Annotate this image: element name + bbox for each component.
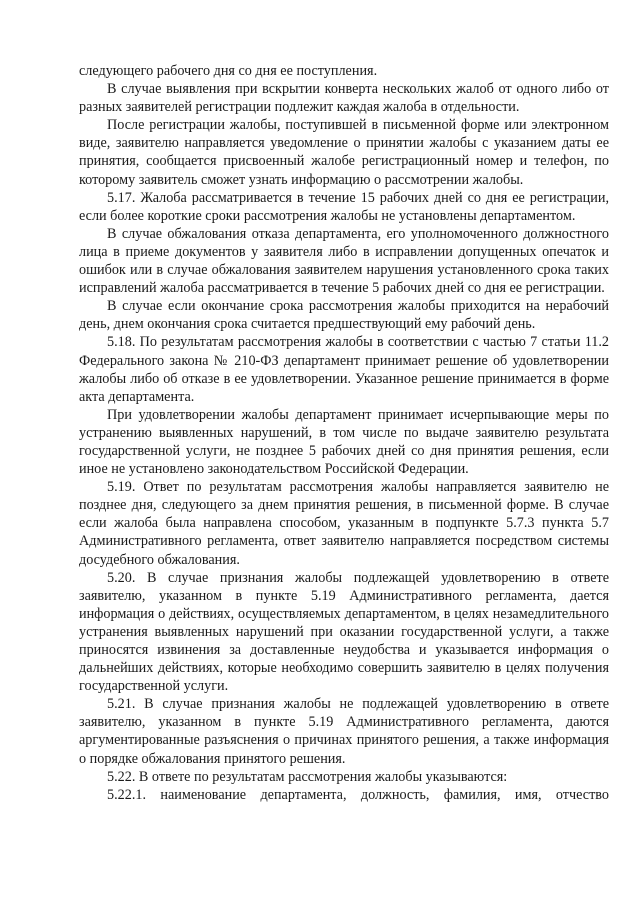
- paragraph: 5.20. В случае признания жалобы подлежащей удовлетворению в ответе заявителю, указанном в пункте 5.19 Административного регламента, дается информация о действиях, осуществляемых департаментом, в целях незамедлительного устранения выявленных нарушений при оказании государственной услуги, а также приносятся извинения за доставленные неудобства и указывается информация о дальнейших действиях, которые необходимо совершить заявителю в целях получения государственной услуги.: [79, 569, 609, 695]
- paragraph: 5.18. По результатам рассмотрения жалобы в соответствии с частью 7 статьи 11.2 Федерального закона № 210-ФЗ департамент принимает решение об удовлетворении жалобы либо об отказе в ее удовлетворении. Указанное решение принимается в форме акта департамента.: [79, 334, 609, 405]
- paragraph: В случае обжалования отказа департамента, его уполномоченного должностного лица в приеме документов у заявителя либо в исправлении допущенных опечаток и ошибок или в случае обжалования заявителем нарушения установленного срока таких исправлений жалоба рассматривается в течение 5 рабочих дней со дня ее регистрации.: [79, 225, 609, 297]
- paragraph: В случае выявления при вскрытии конверта нескольких жалоб от одного либо от разных заявителей регистрации подлежит каждая жалоба в отдельности.: [79, 81, 609, 116]
- paragraph: При удовлетворении жалобы департамент принимает исчерпывающие меры по устранению выявленных нарушений, в том числе по выдаче заявителю результата государственной услуги, не позднее 5 рабочих дней со дня принятия решения, если иное не установлено законодательством Российской Федерации.: [79, 406, 609, 478]
- paragraph: следующего рабочего дня со дня ее поступления.: [79, 63, 378, 79]
- paragraph: 5.22. В ответе по результатам рассмотрения жалобы указываются:: [107, 768, 508, 785]
- paragraph: 5.19. Ответ по результатам рассмотрения жалобы направляется заявителю не позднее дня, следующего за днем принятия решения, в письменной форме. В случае если жалоба была направлена способом, указанным в подпункте 5.7.3 пункта 5.7 Административного регламента, ответ заявителю направляется посредством системы досудебного обжалования.: [79, 479, 609, 568]
- paragraph: После регистрации жалобы, поступившей в письменной форме или электронном виде, заявителю направляется уведомление о принятии жалобы с указанием даты ее принятия, сообщается присвоенный жалобе регистрационный номер и телефон, по которому заявитель сможет узнать информацию о рассмотрении жалобы.: [79, 117, 609, 188]
- paragraph: 5.17. Жалоба рассматривается в течение 15 рабочих дней со дня ее регистрации, если более короткие сроки рассмотрения жалобы не установлены департаментом.: [79, 189, 609, 224]
- paragraph: 5.21. В случае признания жалобы не подлежащей удовлетворению в ответе заявителю, указанном в пункте 5.19 Административного регламента, даются аргументированные разъяснения о причинах принятого решения, а также информация о порядке обжалования принятого решения.: [79, 696, 609, 767]
- paragraph: В случае если окончание срока рассмотрения жалобы приходится на нерабочий день, днем окончания срока считается предшествующий ему рабочий день.: [79, 298, 609, 333]
- paragraph: 5.22.1. наименование департамента, должность, фамилия, имя, отчество: [107, 786, 609, 803]
